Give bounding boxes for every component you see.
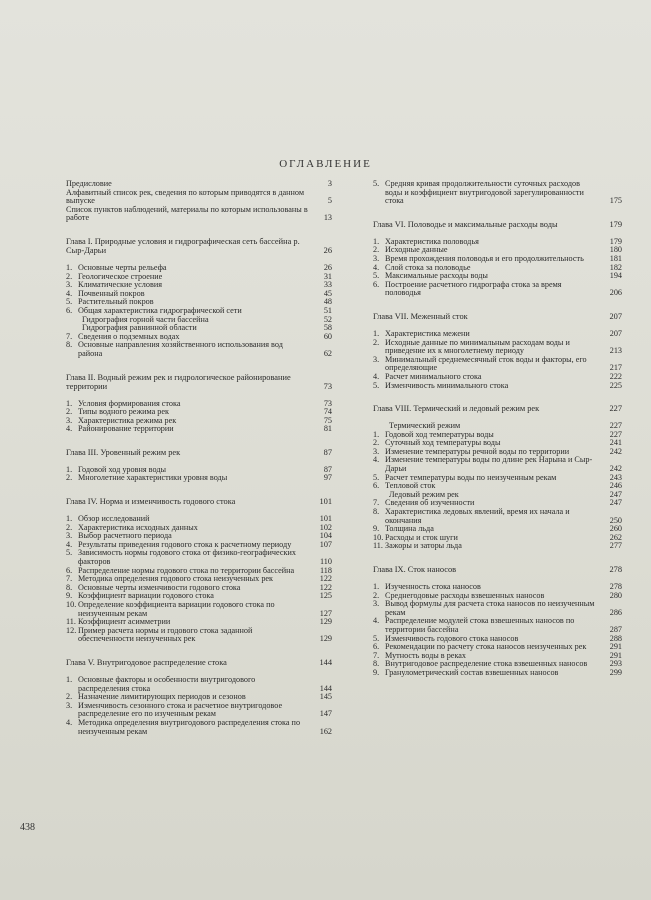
chapter-page: 101 [319, 497, 332, 507]
entry-title: Мутность воды в реках [385, 650, 467, 660]
entry-number: 6. [373, 642, 380, 652]
toc-entry[interactable] [373, 382, 622, 391]
toc-entry[interactable] [373, 281, 622, 298]
entry-title: Характеристика исходных данных [78, 522, 198, 532]
entry-page: 222 [609, 371, 622, 381]
entry-page: 81 [323, 424, 332, 434]
entry-number: 7. [373, 498, 380, 508]
entry-title: Характеристика ледовых явлений, время их начала и окончания [385, 507, 570, 525]
entry-page: 250 [609, 515, 622, 525]
toc-entry[interactable] [373, 339, 622, 356]
entry-page: 280 [609, 590, 622, 600]
entry-page: 58 [323, 323, 332, 333]
entry-page: 287 [609, 624, 622, 634]
entry-number: 1. [66, 464, 73, 474]
entry-page: 179 [609, 236, 622, 246]
entry-number: 4. [373, 616, 380, 626]
entry-number: 9. [373, 667, 380, 677]
chapter-page: 278 [609, 565, 622, 574]
entry-number: 3. [66, 700, 73, 710]
spacer [66, 644, 332, 658]
entry-page: 48 [323, 297, 332, 307]
page-number: 438 [20, 822, 35, 833]
entry-page: 87 [323, 464, 332, 474]
entry-title: Изученность стока наносов [385, 582, 481, 591]
entry-number: 2. [373, 438, 380, 448]
entry-page: 291 [609, 642, 622, 652]
spacer [373, 206, 622, 220]
entry-title: Алфавитный список рек, сведения по которым приводятся в данном выпуске [66, 187, 305, 206]
entry-page: 181 [609, 253, 622, 263]
entry-number: 3. [373, 599, 380, 609]
entry-page: 227 [609, 421, 622, 431]
entry-title: Среднегодовые расходы взвешенных наносов [385, 590, 545, 600]
entry-number: 2. [66, 271, 73, 281]
entry-page: 286 [609, 607, 622, 617]
entry-number: 9. [373, 524, 380, 534]
entry-title: Слой стока за половодье [385, 262, 471, 272]
entry-number: 12. [66, 625, 77, 635]
entry-page: 110 [320, 557, 332, 567]
entry-title: Климатические условия [78, 280, 162, 290]
toc-entry[interactable] [66, 719, 332, 736]
entry-title: Толщина льда [385, 524, 434, 534]
entry-page: 104 [319, 531, 332, 541]
toc-entry[interactable] [373, 600, 622, 617]
entry-title: Гидрография горной части бассейна [82, 314, 209, 324]
entry-page: 225 [609, 380, 622, 390]
entry-number: 5. [66, 548, 73, 558]
entry-page: 3 [327, 179, 332, 188]
entry-title: Годовой ход уровня воды [78, 464, 166, 474]
entry-title: Определение коэффициента вариации годового стока по неизученным рекам [78, 600, 275, 618]
spacer [66, 223, 332, 237]
toc-entry[interactable] [66, 189, 332, 206]
entry-number: 1. [66, 514, 73, 524]
entry-page: 52 [323, 314, 332, 324]
entry-number: 8. [66, 340, 73, 350]
entry-title: Рекомендации по расчету стока наносов неизученных рек [385, 642, 587, 652]
chapter-page: 26 [323, 245, 332, 255]
chapter-page: 207 [609, 311, 622, 321]
entry-number: 3. [373, 253, 380, 263]
toc-entry[interactable] [66, 702, 332, 719]
chapter-title: Глава I. Природные условия и гидрографическая сеть бассейна р. Сыр-Дарьи [66, 236, 300, 255]
entry-page: 262 [609, 532, 622, 542]
toc-entry[interactable] [66, 549, 332, 566]
chapter-title: Глава IV. Норма и изменчивость годового стока [66, 497, 236, 507]
toc-entry[interactable] [66, 601, 332, 618]
entry-title: Гидрография равнинной области [82, 323, 197, 333]
entry-title: Обзор исследований [78, 514, 150, 524]
chapter-title: Глава VI. Половодье и максимальные расходы воды [373, 219, 558, 229]
entry-number: 8. [373, 507, 380, 517]
entry-number: 5. [373, 633, 380, 643]
entry-title: Вывод формулы для расчета стока наносов по неизученным рекам [385, 599, 595, 617]
entry-number: 1. [373, 236, 380, 246]
entry-title: Общая характеристика гидрографической сети [78, 305, 242, 315]
entry-title: Растительный покров [78, 297, 154, 307]
spacer [373, 390, 622, 404]
toc-right-column [373, 180, 622, 692]
entry-number: 11. [66, 617, 76, 627]
chapter-heading[interactable] [373, 220, 622, 229]
entry-page: 213 [609, 346, 622, 356]
entry-page: 144 [319, 683, 332, 693]
entry-page: 74 [323, 407, 332, 417]
entry-number: 6. [66, 305, 73, 315]
entry-title: Суточный ход температуры воды [385, 438, 501, 448]
entry-title: Изменчивость годового стока наносов [385, 633, 519, 643]
entry-page: 278 [609, 582, 622, 591]
entry-page: 122 [319, 574, 332, 584]
entry-title: Ледовый режим рек [389, 489, 459, 499]
chapter-title: Глава VII. Меженный сток [373, 311, 468, 321]
entry-page: 45 [323, 288, 332, 298]
spacer [373, 551, 622, 565]
entry-title: Время прохождения половодья и его продолжительность [385, 253, 584, 263]
toc-left-column [66, 180, 332, 750]
entry-page: 102 [319, 522, 332, 532]
entry-title: Исходные данные по минимальным расходам воды и приведение их к многолетнему периоду [385, 337, 570, 356]
entry-page: 97 [323, 473, 332, 483]
entry-number: 3. [66, 280, 73, 290]
entry-number: 1. [373, 582, 380, 591]
chapter-title: Глава V. Внутригодовое распределение стока [66, 657, 227, 667]
entry-title: Основные черты изменчивости годового стока [78, 582, 241, 592]
entry-page: 242 [609, 446, 622, 456]
chapter-title: Глава VIII. Термический и ледовый режим рек [373, 404, 540, 414]
entry-number: 3. [66, 415, 73, 425]
toc-entry[interactable] [373, 180, 622, 206]
entry-number: 2. [373, 590, 380, 600]
entry-number: 4. [373, 455, 380, 465]
entry-title: Методика определения внутригодового распределения стока по неизученным рекам [78, 717, 301, 736]
page-title: ОГЛАВЛЕНИЕ [279, 158, 372, 170]
spacer [66, 736, 332, 750]
chapter-title: Глава II. Водный режим рек и гидрологическое районирование территории [66, 372, 291, 391]
spacer [373, 678, 622, 692]
entry-page: 243 [609, 472, 622, 482]
entry-title: Характеристика межени [385, 328, 470, 338]
entry-title: Типы водного режима рек [78, 407, 169, 417]
entry-title: Средняя кривая продолжительности суточных расходов воды и коэффициент внутригодовой зарегулированности стока [385, 179, 584, 206]
entry-page: 73 [323, 398, 332, 408]
entry-title: Зажоры и заторы льда [385, 541, 462, 551]
entry-page: 118 [320, 565, 332, 575]
entry-number: 3. [66, 531, 73, 541]
entry-title: Зависимость нормы годового стока от физико-географических факторов [78, 548, 296, 567]
entry-page: 51 [323, 305, 332, 315]
entry-page: 13 [323, 213, 332, 223]
entry-page: 291 [609, 650, 622, 660]
entry-title: Тепловой сток [385, 481, 436, 491]
chapter-page: 179 [609, 219, 622, 229]
entry-number: 5. [373, 380, 380, 390]
chapter-heading[interactable] [66, 658, 332, 667]
toc-entry[interactable] [373, 356, 622, 373]
spacer [373, 298, 622, 312]
chapter-heading[interactable] [66, 448, 332, 457]
entry-title: Изменчивость сезонного стока и расчетное внутригодовое распределение его по изученным рекам [78, 700, 283, 719]
spacer [66, 483, 332, 497]
entry-page: 217 [609, 363, 622, 373]
entry-page: 247 [609, 489, 622, 499]
toc-entry[interactable] [373, 669, 622, 678]
entry-title: Расходы и сток шуги [385, 532, 458, 542]
entry-number: 2. [66, 522, 73, 532]
entry-page: 26 [323, 262, 332, 272]
chapter-heading[interactable] [66, 373, 332, 391]
entry-number: 7. [373, 650, 380, 660]
entry-title: Гранулометрический состав взвешенных наносов [385, 667, 559, 677]
entry-number: 4. [66, 424, 73, 434]
entry-title: Геологическое строение [78, 271, 163, 281]
entry-page: 293 [609, 659, 622, 669]
toc-entry[interactable] [66, 341, 332, 358]
entry-title: Условия формирования стока [78, 398, 181, 408]
entry-number: 6. [373, 481, 380, 491]
entry-title: Изменчивость минимального стока [385, 380, 509, 390]
entry-number: 4. [373, 262, 380, 272]
entry-title: Распределение нормы годового стока по территории бассейна [78, 565, 295, 575]
chapter-page: 73 [323, 381, 332, 391]
entry-title: Сведения о подземных водах [78, 331, 180, 341]
entry-number: 11. [373, 541, 383, 551]
chapter-page: 227 [609, 404, 622, 414]
entry-title: Внутригодовое распределение стока взвешенных наносов [385, 659, 588, 669]
entry-number: 1. [66, 674, 73, 684]
entry-title: Пример расчета нормы и годового стока заданной обеспеченности неизученных рек [78, 625, 253, 644]
entry-title: Расчет температуры воды по неизученным рекам [385, 472, 557, 482]
toc-entry[interactable] [66, 676, 332, 693]
entry-number: 4. [66, 539, 73, 549]
entry-page: 242 [609, 464, 622, 474]
entry-page: 33 [323, 280, 332, 290]
entry-title: Построение расчетного гидрографа стока за время половодья [385, 279, 562, 298]
entry-number: 7. [66, 331, 73, 341]
entry-page: 241 [609, 438, 622, 448]
entry-number: 3. [373, 446, 380, 456]
entry-page: 194 [609, 271, 622, 281]
entry-number: 1. [66, 398, 73, 408]
entry-title: Распределение модулей стока взвешенных наносов по территории бассейна [385, 616, 575, 634]
entry-page: 207 [609, 328, 622, 338]
entry-title: Минимальный среднемесячный сток воды и факторы, его определяющие [385, 354, 587, 373]
toc-entry[interactable] [373, 617, 622, 634]
entry-number: 2. [66, 473, 73, 483]
entry-page: 145 [319, 692, 332, 702]
entry-title: Районирование территории [78, 424, 174, 434]
entry-number: 6. [373, 279, 380, 289]
entry-title: Список пунктов наблюдений, материалы по которым использованы в работе [66, 204, 308, 223]
entry-title: Годовой ход температуры воды [385, 429, 494, 439]
entry-title: Методика определения годового стока неизученных рек [78, 574, 274, 584]
entry-page: 182 [609, 262, 622, 272]
entry-number: 2. [66, 692, 73, 702]
spacer [66, 434, 332, 448]
entry-title: Результаты приведения годового стока к расчетному периоду [78, 539, 292, 549]
entry-number: 5. [66, 297, 73, 307]
toc-entry[interactable] [373, 508, 622, 525]
entry-page: 75 [323, 415, 332, 425]
entry-page: 288 [609, 633, 622, 643]
entry-title: Основные направления хозяйственного использования вод района [78, 340, 283, 358]
entry-title: Максимальные расходы воды [385, 271, 488, 281]
entry-page: 277 [609, 541, 622, 551]
entry-page: 260 [609, 524, 622, 534]
chapter-title: Глава IX. Сток наносов [373, 565, 457, 574]
entry-page: 175 [609, 196, 622, 206]
entry-number: 7. [66, 574, 73, 584]
entry-page: 125 [319, 591, 332, 601]
entry-title: Предисловие [66, 179, 112, 188]
entry-page: 147 [319, 709, 332, 719]
entry-page: 107 [319, 539, 332, 549]
entry-number: 4. [66, 288, 73, 298]
entry-number: 8. [66, 582, 73, 592]
entry-number: 10. [66, 600, 77, 609]
chapter-page: 144 [319, 657, 332, 667]
entry-title: Почвенный покров [78, 288, 145, 298]
entry-page: 127 [319, 608, 332, 618]
entry-page: 227 [609, 429, 622, 439]
entry-title: Характеристика половодья [385, 236, 479, 246]
chapter-heading[interactable] [373, 565, 622, 574]
entry-title: Термический режим [389, 421, 461, 431]
entry-number: 4. [373, 371, 380, 381]
toc-entry[interactable] [373, 542, 622, 551]
entry-number: 3. [373, 354, 380, 364]
chapter-heading[interactable] [66, 497, 332, 506]
entry-number: 1. [66, 262, 73, 272]
toc-entry[interactable] [66, 474, 332, 483]
entry-title: Коэффициент асимметрии [78, 617, 171, 627]
entry-number: 2. [66, 407, 73, 417]
entry-page: 299 [609, 667, 622, 677]
toc-entry[interactable] [66, 627, 332, 644]
chapter-title: Глава III. Уровенный режим рек [66, 447, 181, 457]
entry-number: 5. [373, 271, 380, 281]
entry-page: 101 [319, 514, 332, 524]
entry-title: Характеристика режима рек [78, 415, 177, 425]
entry-title: Коэффициент вариации годового стока [78, 591, 214, 601]
entry-title: Основные факторы и особенности внутригодового распределения стока [78, 674, 256, 693]
entry-number: 1. [373, 328, 380, 338]
entry-number: 2. [373, 245, 380, 255]
chapter-heading[interactable] [373, 312, 622, 321]
chapter-heading[interactable] [373, 404, 622, 413]
entry-title: Выбор расчетного периода [78, 531, 172, 541]
entry-title: Назначение лимитирующих периодов и сезонов [78, 692, 246, 702]
entry-page: 31 [323, 271, 332, 281]
chapter-heading[interactable] [66, 237, 332, 255]
entry-number: 9. [66, 591, 73, 601]
entry-title: Исходные данные [385, 245, 448, 255]
toc-entry[interactable] [66, 425, 332, 434]
entry-page: 246 [609, 481, 622, 491]
entry-number: 1. [373, 429, 380, 439]
toc-entry[interactable] [373, 456, 622, 473]
entry-title: Основные черты рельефа [78, 262, 167, 272]
toc-entry[interactable] [66, 206, 332, 223]
entry-page: 162 [319, 726, 332, 736]
entry-number: 4. [66, 717, 73, 727]
entry-title: Многолетние характеристики уровня воды [78, 473, 228, 483]
entry-page: 60 [323, 331, 332, 341]
entry-page: 247 [609, 498, 622, 508]
entry-number: 10. [373, 532, 384, 542]
entry-page: 122 [319, 582, 332, 592]
entry-number: 5. [373, 472, 380, 482]
chapter-page: 87 [323, 447, 332, 457]
entry-page: 5 [327, 196, 332, 206]
entry-number: 8. [373, 659, 380, 669]
entry-page: 129 [319, 634, 332, 644]
entry-title: Расчет минимального стока [385, 371, 482, 381]
entry-title: Сведения об изученности [385, 498, 475, 508]
entry-page: 129 [319, 617, 332, 627]
entry-number: 2. [373, 337, 380, 347]
spacer [66, 359, 332, 373]
entry-page: 206 [609, 288, 622, 298]
entry-title: Изменение температуры воды по длине рек Нарына и Сыр-Дарьи [385, 455, 593, 474]
entry-number: 6. [66, 565, 73, 575]
entry-page: 62 [323, 348, 332, 358]
entry-number: 5. [373, 179, 380, 188]
entry-page: 180 [609, 245, 622, 255]
entry-title: Изменение температуры речной воды по территории [385, 446, 570, 456]
